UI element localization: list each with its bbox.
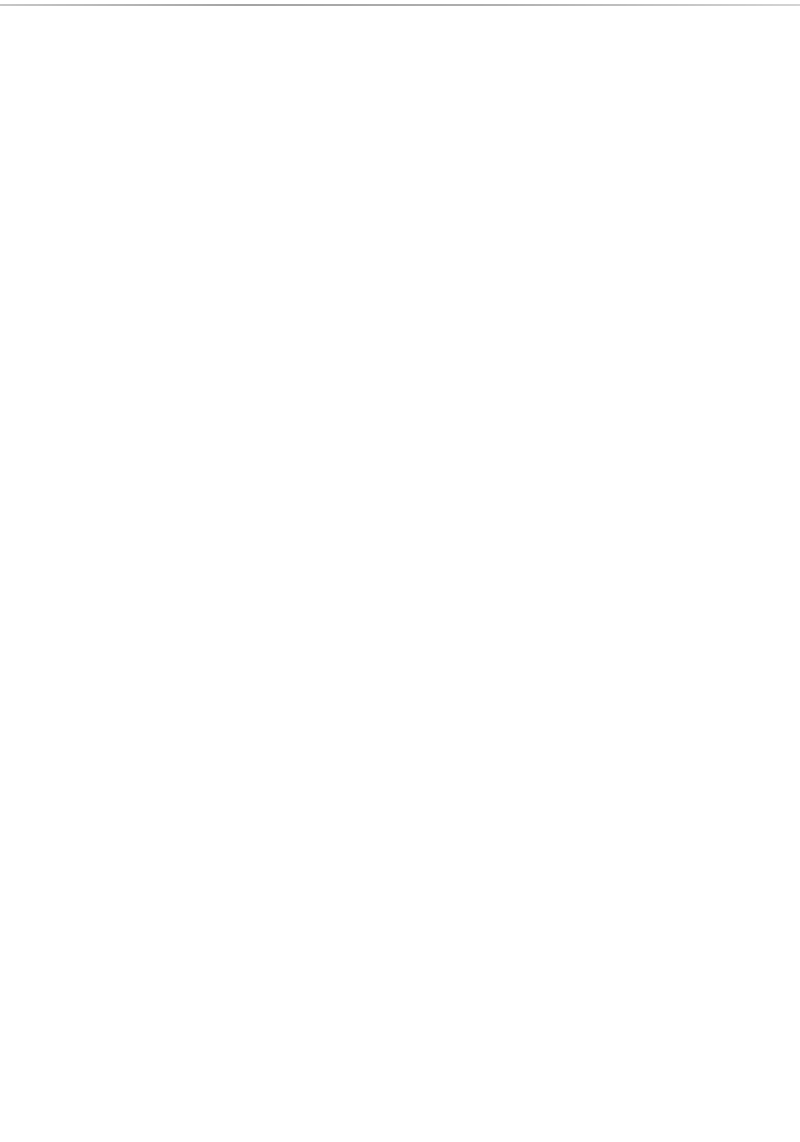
scan-border xyxy=(0,4,800,6)
